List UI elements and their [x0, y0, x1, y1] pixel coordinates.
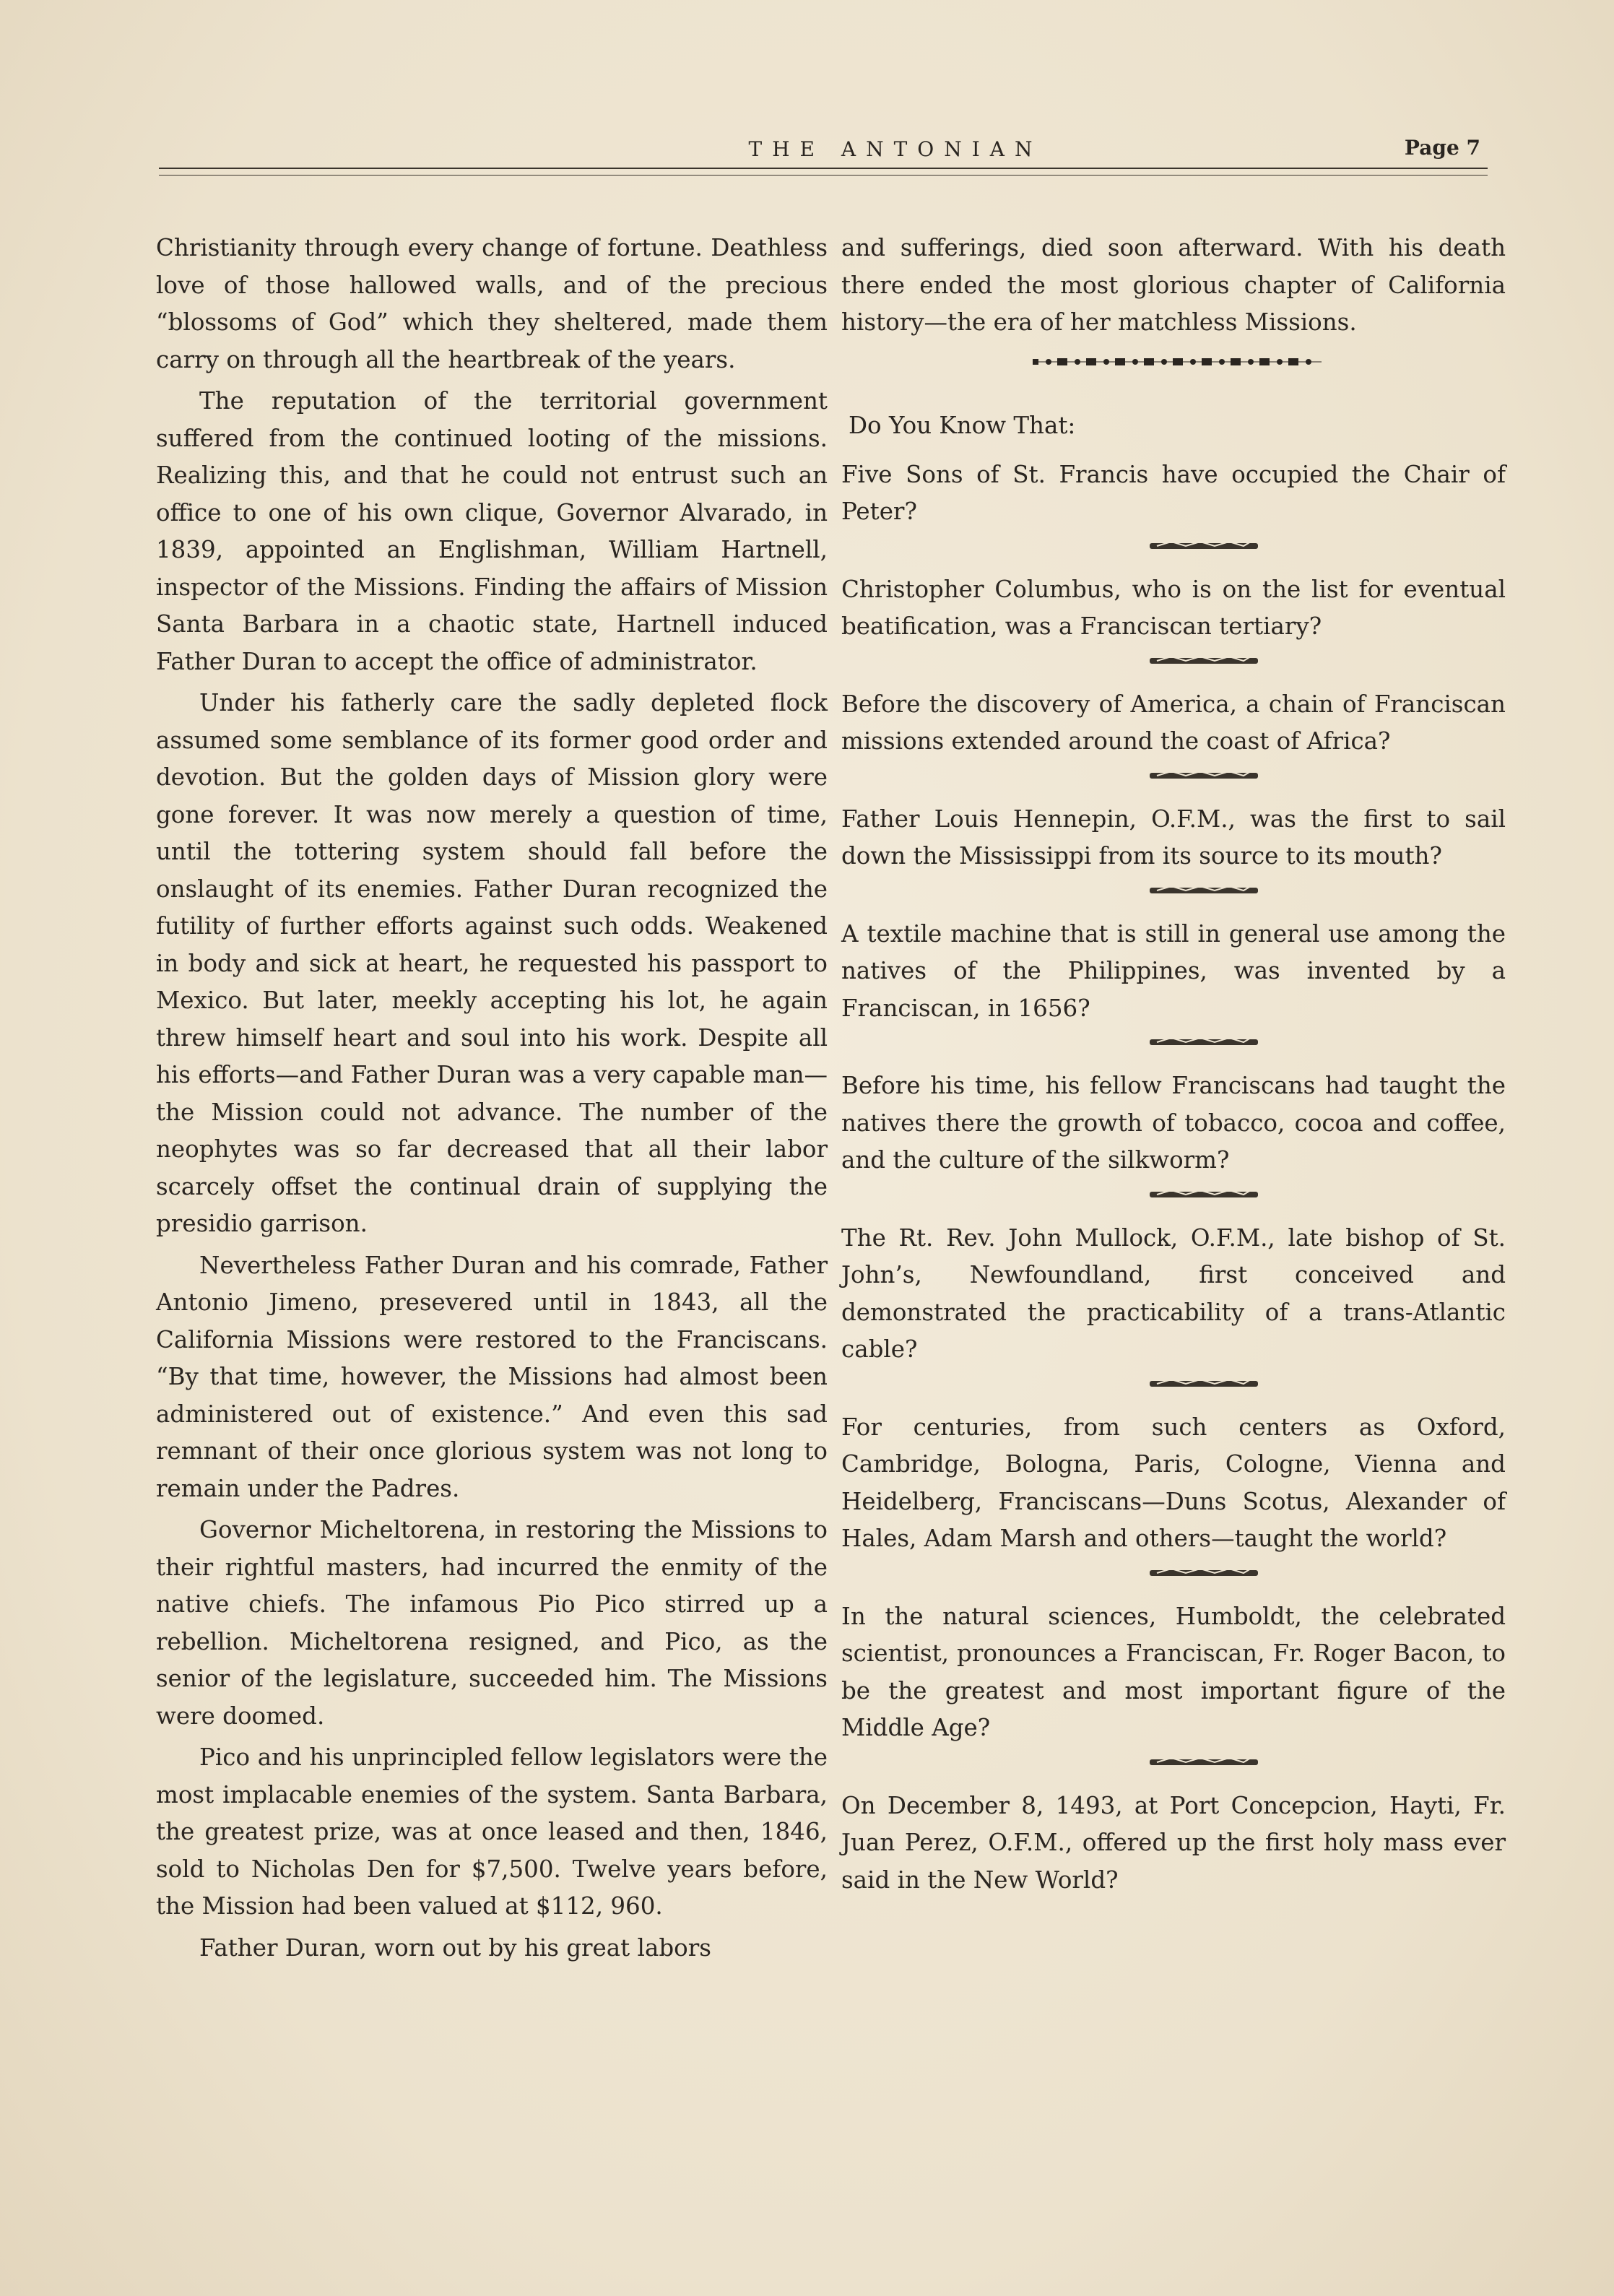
- header-rule: [159, 168, 1488, 169]
- fact-item: Father Louis Hennepin, O.F.M., was the first to sail down the Mississippi from its source to its mouth?: [841, 805, 1506, 870]
- section-heading: Do You Know That:: [849, 412, 1076, 439]
- paragraph: Christianity through every change of fortune. Deathless love of those hallowed walls, and of the precious “blossoms of God” which they sheltered, made them carry on through all the heartbreak of the years.: [156, 234, 828, 373]
- page-number: Page 7: [1404, 136, 1480, 160]
- paragraph: Nevertheless Father Duran and his comrade, Father Antonio Jimeno, presevered until in 1843, all the California Missions were restored to the Franciscans. “By that time, however, the Missions had almost been administered out of existence.” And even this sad remnant of their once glorious system was not long to remain under the Padres.: [156, 1251, 828, 1502]
- ornament-divider: [1150, 769, 1258, 782]
- ornament-divider: [1150, 1377, 1258, 1390]
- ornament-divider: [1150, 540, 1258, 553]
- fact-item: In the natural sciences, Humboldt, the celebrated scientist, pronounces a Franciscan, Fr. Roger Bacon, to be the greatest and most important figure of the Middle Age?: [841, 1602, 1506, 1741]
- ornament-divider: [1150, 1188, 1258, 1201]
- fact-item: Before his time, his fellow Franciscans had taught the natives there the growth of tobacco, cocoa and coffee, and the culture of the silkworm?: [841, 1072, 1506, 1174]
- fact-item: The Rt. Rev. John Mullock, O.F.M., late bishop of St. John’s, Newfoundland, first conceived and demonstrated the practicability of a trans-Atlantic cable?: [841, 1223, 1506, 1363]
- paragraph: The reputation of the territorial government suffered from the continued looting of the missions. Realizing this, and that he could not entrust such an office to one of his own clique, Governor Alvarado, in 1839, appointed an Englishman, William Hartnell, inspector of the Missions. Finding the affairs of Mission Santa Barbara in a chaotic state, Hartnell induced Father Duran to accept the office of administrator.: [156, 387, 828, 675]
- fact-item: Before the discovery of America, a chain of Franciscan missions extended around the coast of Africa?: [841, 690, 1506, 755]
- paragraph: Father Duran, worn out by his great labors: [199, 1933, 711, 1962]
- fact-item: For centuries, from such centers as Oxford, Cambridge, Bologna, Paris, Cologne, Vienna and Heidelberg, Franciscans—Duns Scotus, Alexander of Hales, Adam Marsh and others—taught the world?: [841, 1413, 1506, 1552]
- ornament-divider: [1150, 654, 1258, 667]
- fact-item: Christopher Columbus, who is on the list for eventual beatification, was a Franciscan tertiary?: [841, 575, 1506, 640]
- left-column: [156, 230, 828, 1971]
- fact-item: Five Sons of St. Francis have occupied the Chair of Peter?: [841, 460, 1506, 525]
- fact-item: On December 8, 1493, at Port Concepcion, Hayti, Fr. Juan Perez, O.F.M., offered up the first holy mass ever said in the New World?: [841, 1791, 1506, 1894]
- ornament-divider: [1150, 1567, 1258, 1580]
- right-column: [841, 230, 1506, 1903]
- ornament-divider: [1150, 1036, 1258, 1049]
- paragraph: and sufferings, died soon afterward. With his death there ended the most glorious chapter of California history—the era of her matchless Missions.: [841, 234, 1506, 336]
- header-rule-thin: [159, 175, 1488, 176]
- paragraph: Under his fatherly care the sadly depleted flock assumed some semblance of its former good order and devotion. But the golden days of Mission glory were gone forever. It was now merely a question of time, until the tottering system should fall before the onslaught of its enemies. Father Duran recognized the futility of further efforts against such odds. Weakened in body and sick at heart, he requested his passport to Mexico. But later, meekly accepting his lot, he again threw himself heart and soul into his work. Despite all his efforts—and Father Duran was a very capable man—the Mission could not advance. The number of the neophytes was so far decreased that all their labor scarcely offset the continual drain of supplying the presidio garrison.: [156, 689, 828, 1237]
- ornament-divider: [1150, 884, 1258, 897]
- page-header: [159, 137, 1502, 188]
- fact-item: A textile machine that is still in general use among the natives of the Philippines, was invented by a Franciscan, in 1656?: [841, 919, 1506, 1022]
- paragraph: Pico and his unprincipled fellow legislators were the most implacable enemies of the system. Santa Barbara, the greatest prize, was at once leased and then, 1846, sold to Nicholas Den for $7,500. Twelve years before, the Mission had been valued at $112, 960.: [156, 1743, 828, 1920]
- paragraph: Governor Micheltorena, in restoring the Missions to their rightful masters, had incurred the enmity of the native chiefs. The infamous Pio Pico stirred up a rebellion. Micheltorena resigned, and Pico, as the senior of the legislature, succeeded him. The Missions were doomed.: [156, 1516, 828, 1730]
- ornament-divider: [1150, 1756, 1258, 1769]
- masthead: THE ANTONIAN: [748, 137, 1043, 161]
- section-ornament: [1033, 356, 1322, 368]
